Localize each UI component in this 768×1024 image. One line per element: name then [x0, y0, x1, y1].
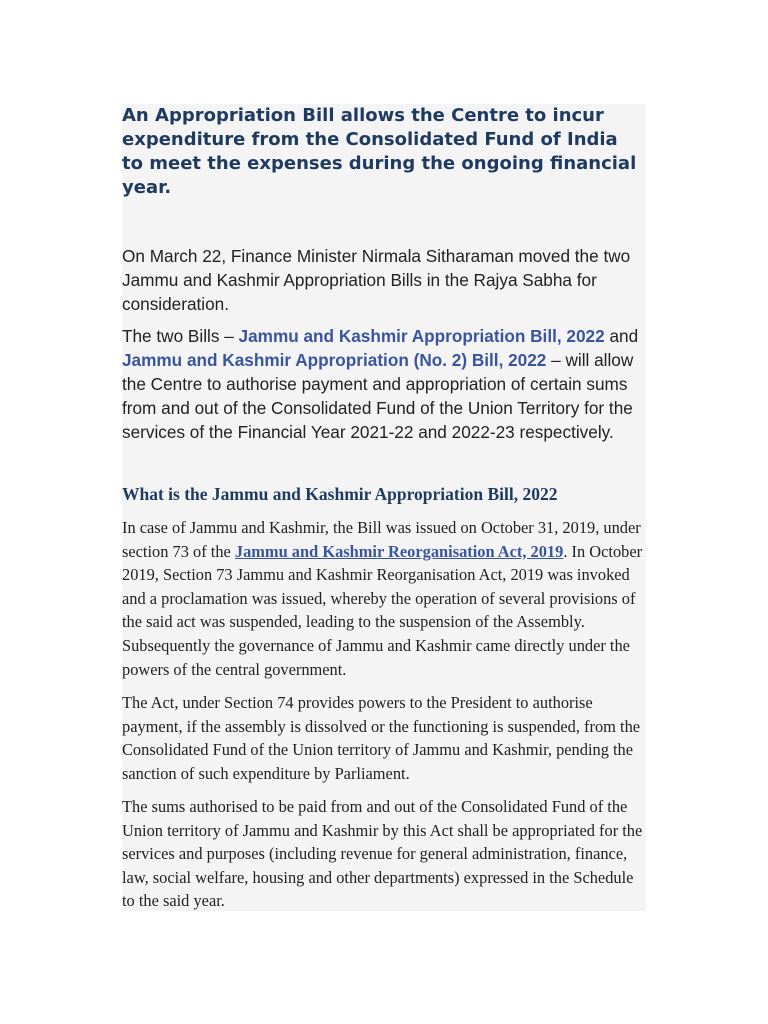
bills-prefix: The two Bills – [122, 326, 239, 346]
article-background [122, 104, 646, 911]
bill-1-link[interactable]: Jammu and Kashmir Appropriation Bill, 2022 [238, 326, 605, 346]
section-74-paragraph: The Act, under Section 74 provides powers to the President to authorise payment, if the assembly is dissolved or the functioning is suspended, from the Consolidated Fund of the Union territory of Jammu and Kashmir, pending the sanction of such expenditure by Parliament. [122, 693, 641, 783]
case-suffix: . In October 2019, Section 73 Jammu and Kashmir Reorganisation Act, 2019 was invoked and a proclamation was issued, whereby the operation of several provisions of the said act was suspended, leading to the suspension of the Assembly. Subsequently the governance of Jammu and Kashmir came directly under the powers of the central government. [122, 541, 643, 679]
case-paragraph [122, 516, 650, 681]
bills-suffix: – will allow the Centre to authorise payment and appropriation of certain sums from and out of the Consolidated Fund of the Union Territory for the services of the Financial Year 2021-22 and 2022-23 respectively. [122, 350, 634, 442]
bills-middle: and [604, 326, 639, 346]
article-headline: An Appropriation Bill allows the Centre to incur expenditure from the Consolidated Fund of India to meet the expenses during the ongoing financial year. [122, 105, 637, 198]
intro-paragraph: On March 22, Finance Minister Nirmala Sitharaman moved the two Jammu and Kashmir Appropriation Bills in the Rajya Sabha for consideration. [122, 246, 631, 314]
reorganisation-act-link[interactable]: Jammu and Kashmir Reorganisation Act, 2019 [234, 541, 564, 561]
section-heading: What is the Jammu and Kashmir Appropriation Bill, 2022 [122, 484, 558, 504]
case-prefix: In case of Jammu and Kashmir, the Bill was issued on October 31, 2019, under section 73 of the [122, 518, 641, 561]
bills-paragraph [122, 324, 652, 444]
sums-paragraph: The sums authorised to be paid from and out of the Consolidated Fund of the Union territory of Jammu and Kashmir by this Act shall be appropriated for the services and purposes (including revenue for general administration, finance, law, social welfare, housing and other departments) expressed in the Schedule to the said year. [122, 797, 643, 911]
bill-2-link[interactable]: Jammu and Kashmir Appropriation (No. 2) Bill, 2022 [122, 350, 547, 370]
